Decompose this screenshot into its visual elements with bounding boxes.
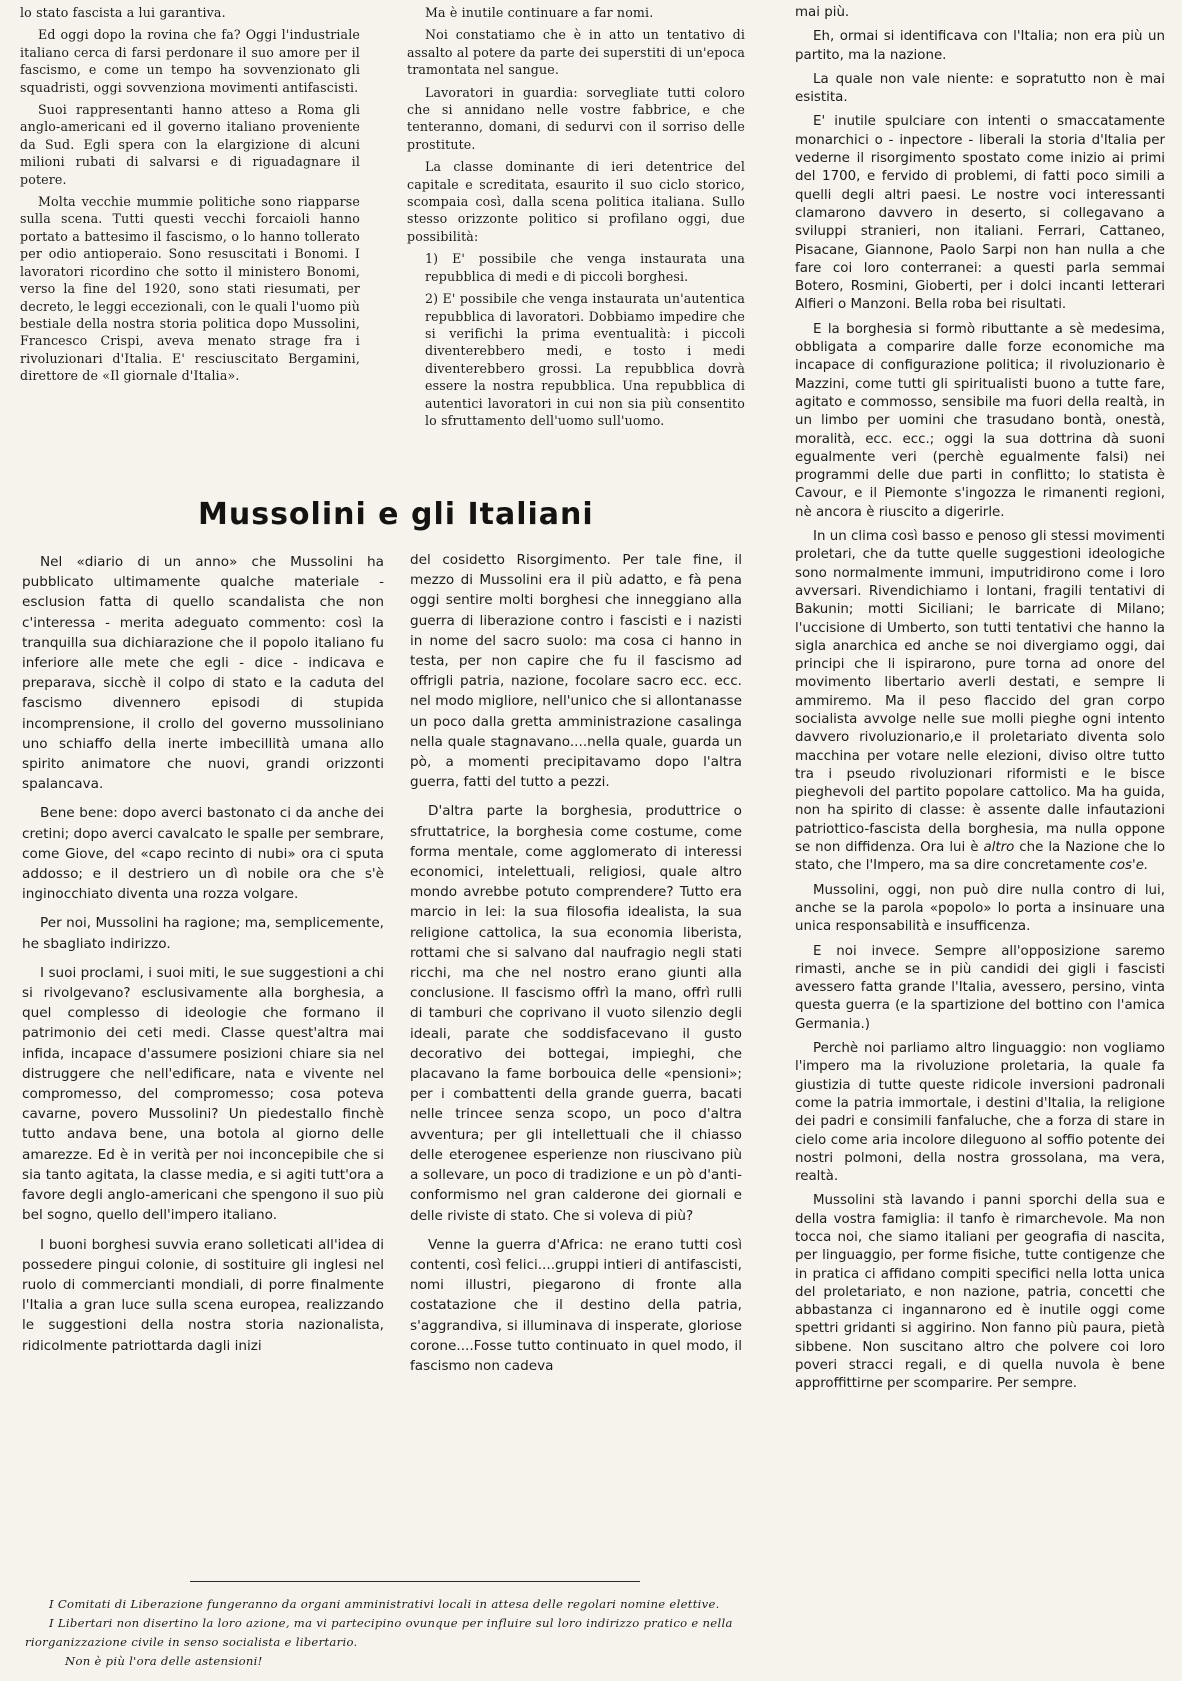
paragraph: Bene bene: dopo averci bastonato ci da anche dei cretini; dopo averci cavalcato le spalle per sembrare, come Giove, del «capo recinto di nubi» ora ci sputa addosso; e il destriero un dì nobile ora che s'è inginocchiato diventa una rozza volgare. <box>22 805 384 903</box>
article-right-column <box>795 4 1165 1676</box>
paragraph: Noi constatiamo che è in atto un tentativo di assalto al potere da parte dei superstiti di un'epoca tramontata nel sangue. <box>407 27 745 78</box>
paragraph: Suoi rappresentanti hanno atteso a Roma gli anglo-americani ed il governo italiano proveniente da Sud. Egli spera con la elargizione di alcuni milioni rubati di salvarsi e di riguadagnare il potere. <box>20 102 360 187</box>
paragraph: I suoi proclami, i suoi miti, le sue suggestioni a chi si rivolgevano? esclusivamente alla borghesia, a quel complesso di ideologie che formano il patrimonio dei ceti medi. Classe quest'altra mai infida, incapace d'assumere posizioni chiare sia nel distruggere che nell'edificare, nata e vivente nel compromesso, del compromesso; cosa poteva cavarne, povero Mussolini? Un piedestallo finchè tutto andava bene, una botola al giorno delle amarezze. Ed è in verità per noi inconcepibile che si sia tanto agitata, la classe media, e si agiti tutt'ora a favore degli anglo-americani che spengono il suo più bel sogno, quello dell'impero italiano. <box>22 964 384 1224</box>
article-middle-column <box>410 550 742 1572</box>
emphasis: altro <box>983 840 1015 856</box>
paragraph: Eh, ormai si identificava con l'Italia; non era più un partito, ma la nazione. <box>795 29 1165 63</box>
paragraph <box>795 528 1165 876</box>
paragraph: Nel «diario di un anno» che Mussolini ha pubblicato ultimamente qualche materiale - esclusion fatta di quello scandalista che non c'interessa - merita adeguato commento: così la tranquilla sua dichiarazione che il popolo italiano fu inferiore alle mete che egli - dice - indicava e preparava, sicchè il colpo di stato e la caduta del fascismo divennero episodi di stupida incomprensione, il crollo del governo mussoliniano uno schiaffo della inerte imbecillità umana allo spirito animatore che nuovi, grandi orizzonti spalancava. <box>22 554 384 793</box>
paragraph: E' inutile spulciare con intenti o smaccatamente monarchici o - inpectore - liberali la storia d'Italia per vederne il risorgimento spostato come inizio ai primi del 1700, e fervido di problemi, di fatti poco simili a quelli degli altri paesi. Le nostre voci interessanti clamarono davvero in deserto, si collegavano a sviluppi stranieri, non italiani. Ferrari, Cattaneo, Pisacane, Giannone, Paolo Sarpi non han nulla a che fare coi loro conterranei: a questi parla semmai Botero, Rosmini, Gioberti, per i dolci incanti letterari Alfieri o Manzoni. Bella roba bei risultati. <box>795 114 1165 313</box>
paragraph: Mussolini, oggi, non può dire nulla contro di lui, anche se la parola «popolo» lo porta a insinuare una unica responsabilità e insufficenza. <box>795 882 1165 935</box>
paragraph: Venne la guerra d'Africa: ne erano tutti così contenti, così felici....gruppi intieri di antifascisti, nomi illustri, piegarono di fronte alla costatazione che il destino della patria, s'aggrandiva, si illuminava di insperate, gloriose corone....Fosse tutto continuato in quel modo, il fascismo non cadeva <box>410 1236 742 1374</box>
paragraph: Ma è inutile continuare a far nomi. <box>425 5 654 20</box>
paragraph: E noi invece. Sempre all'opposizione saremo rimasti, anche se in più candidi dei gigli i fascisti avessero fatta grande l'Italia, avessero, persino, vinta questa guerra (e la spartizione del bottino con l'amica Germania.) <box>795 943 1165 1032</box>
top-left-column <box>20 4 360 464</box>
paragraph: D'altra parte la borghesia, produttrice o sfruttatrice, la borghesia come costume, come forma mentale, come agglomerato di interessi economici, intelettuali, religiosi, quale altro mondo avrebbe potuto comprendere? Tutto era marcio in lei: la sua filosofia idealista, la sua religione cattolica, la sua economia liberista, rottami che si salvano dal naufragio negli stati ricchi, ma che nel nostro erano giunti alla conclusione. Il fascismo offrì la mano, offrì rulli di tamburi che coprivano il vuoto silenzio degli ideali, parate che soddisfacevano il gusto decorativo dei bottegai, impieghi, che placavano la fame borbouica delle «pensioni»; per i combattenti della grande guerra, bacati nelle trincee senza scopo, un poco d'altra avventura; per gli intellettuali che il chiasso delle eterogenee esperienze non riuscivano più a sollevare, un poco di tradizione e un pò d'anti-conformismo nel gran calderone dei giornali e delle riviste di stato. Che si voleva di più? <box>410 803 742 1224</box>
paragraph: Molta vecchie mummie politiche sono riapparse sulla scena. Tutti questi vecchi forcaioli hanno portato a battesimo il fascismo, o lo hanno tollerato per odio antioperaio. Sono resuscitati i Bonomi. I lavoratori ricordino che sotto il ministero Bonomi, verso la fine del 1920, sono stati riesumati, per decreto, le leggi eccezionali, con le quali l'uomo più bestiale della nostra storia politica dopo Mussolini, Francesco Crispi, aveva menato strage fra i rivoluzionari d'Italia. E' resciuscitato Bergamini, direttore de «Il giornale d'Italia». <box>20 194 360 384</box>
footnote-separator <box>190 1581 640 1582</box>
list-item: 2) E' possibile che venga instaurata un'autentica repubblica di lavoratori. Dobbiamo impedire che si verifichi la prima eventualità: i piccoli diventerebbero medi, e tosto i medi diventerebbero grossi. La repubblica dovrà essere la nostra repubblica. Una repubblica di autentici lavoratori in cui non sia più consentito lo sfruttamento dell'uomo sull'uomo. <box>425 291 745 428</box>
text-run: che la Nazione che lo stato, che l'Impero, ma sa dire concretamente <box>795 840 1165 874</box>
footnote: I Comitati di Liberazione fungeranno da organi amministrativi locali in attesa delle regolari nomine elettive. <box>49 1597 720 1611</box>
paragraph: Ed oggi dopo la rovina che fa? Oggi l'industriale italiano cerca di farsi perdonare il suo amore per il fascismo, e come un tempo ha sovvenzionato gli squadristi, oggi sovvenziona movimenti antifascisti. <box>20 27 360 95</box>
paragraph: Mussolini stà lavando i panni sporchi della sua e della vostra famiglia: il tanfo è rimarchevole. Ma non tocca noi, che siamo italiani per geografia di nascita, per linguaggio, per forme fisiche, tutte contigenze che in pratica ci affidano compiti specifici nella lotta unica del proletariato, e non nazione, patria, concetti che abbastanza ci ingannarono ed è inutile oggi come spettri gridanti si aggirino. Non fanno più paura, pietà sibbene. Non suscitano altro che polvere coi loro poveri stracci regali, e di quella nuvola è bene approffittirne per scomparire. Per sempre. <box>795 1193 1165 1392</box>
paragraph: lo stato fascista a lui garantiva. <box>20 5 226 20</box>
top-middle-column <box>407 4 745 464</box>
paragraph: I buoni borghesi suvvia erano solleticati all'idea di possedere pingui colonie, di sostituire gli inglesi nel ruolo di commercianti mondiali, di porre finalmente l'Italia a gran luce sulla scena europea, realizzando le suggestioni della nostra storia nazionalista, ridicolmente patriottarda dagli inizi <box>22 1236 384 1354</box>
footnotes <box>25 1595 815 1671</box>
article-left-column <box>22 552 384 1572</box>
emphasis: cos'e. <box>1109 858 1149 874</box>
paragraph: Lavoratori in guardia: sorvegliate tutti coloro che si annidano nelle vostre fabbrice, e che tenteranno, domani, di sedurvi con il sorriso delle prostitute. <box>407 84 745 152</box>
paragraph: Perchè noi parliamo altro linguaggio: non vogliamo l'impero ma la rivoluzione proletaria, la quale fa giustizia di tutte queste ridicole inversioni padronali come la patria immortale, i destini d'Italia, la religione dei padri e consimili fanfaluche, che a forza di stare in cielo come aria incolore dileguono al soffio potente dei nostri polmoni, della nostra grossolana, ma vera, realtà. <box>795 1041 1165 1185</box>
paragraph: del cosidetto Risorgimento. Per tale fine, il mezzo di Mussolini era il più adatto, e fà pena oggi sentire molti borghesi che inneggiano alla guerra di liberazione contro i fascisti e i nazisti in nome del sacro suolo: ma cosa ci hanno in testa, per non capire che fu il fascismo ad offrigli patria, nazione, focolare sacro ecc. ecc. nel modo migliore, nell'unico che si allontanasse un poco dalla gretta amministrazione casalinga nella quale stagnavano....nella quale, guarda un pò, a momenti precipitavamo dopo l'altra guerra, fatti del tutto a pezzi. <box>410 552 742 791</box>
article-headline: Mussolini e gli Italiani <box>198 497 594 532</box>
paragraph: E la borghesia si formò ributtante a sè medesima, obbligata a comparire dalle forze economiche ma incapace di configurazione politica; il rivoluzionario è Mazzini, come tutti gli spiritualisti buono a tutte fare, agitato e commosso, sensibile ma fuori della realtà, in un limbo per uomini che trasudano bontà, onestà, moralità, ecc. ecc.; oggi la sua dottrina dà suoni egualmente veri (perchè egualmente falsi) nei programmi delle due parti in conflitto; lo statista è Cavour, e il Piemonte s'ingozza le rimanenti regioni, nè ancora è riuscito a digerirle. <box>795 321 1165 520</box>
paragraph: Per noi, Mussolini ha ragione; ma, semplicemente, he sbagliato indirizzo. <box>22 915 384 952</box>
paragraph: La classe dominante di ieri detentrice del capitale e screditata, esaurito il suo ciclo storico, scompaia così, dalla scena politica italiana. Sullo stesso orizzonte politico si profilano oggi, due possibilità: <box>407 159 745 244</box>
footnote: I Libertari non disertino la loro azione, ma vi partecipino ovunque per influire sul loro indirizzo pratico e nella riorganizzazione civile in senso socialista e libertario. <box>25 1616 733 1649</box>
list-item: 1) E' possibile che venga instaurata una repubblica di medi e di piccoli borghesi. <box>425 251 745 284</box>
footnote: Non è più l'ora delle astensioni! <box>65 1654 263 1668</box>
paragraph: mai più. <box>795 5 850 20</box>
text-run: In un clima così basso e penoso gli stessi movimenti proletari, che da tutte quelle suggestioni ideologiche sono normalmente immuni, imputridirono come i loro avversari. Rivendichiamo i lontani, fragili tentativi di Bakunin; motti Siciliani; le barricate di Milano; l'uccisione di Umberto, son tutti tentativi che hanno la sigla anarchica ed anche se noi divergiamo oggi, dai principi che li ispirarono, pure torna ad onore del movimento libertario averli destati, e sempre li ammiremo. Ma il peso flaccido del gran corpo socialista avvolge nelle sue molli pieghe ogni intento davvero rivoluzionario,e il proletariato diventa solo macchina per votare nelle elezioni, diviso oltre tutto tra i pseudo rivoluzionari riformisti e le bisce pieghevoli del partito popolare cattolico. Ma ha guida, non ha spirito di classe: è assente dalle infautazioni patriottico-fascista della borghesia, ma nulla oppone se non diffidenza. Ora lui è <box>795 529 1165 856</box>
paragraph: La quale non vale niente: e sopratutto non è mai esistita. <box>795 71 1165 106</box>
